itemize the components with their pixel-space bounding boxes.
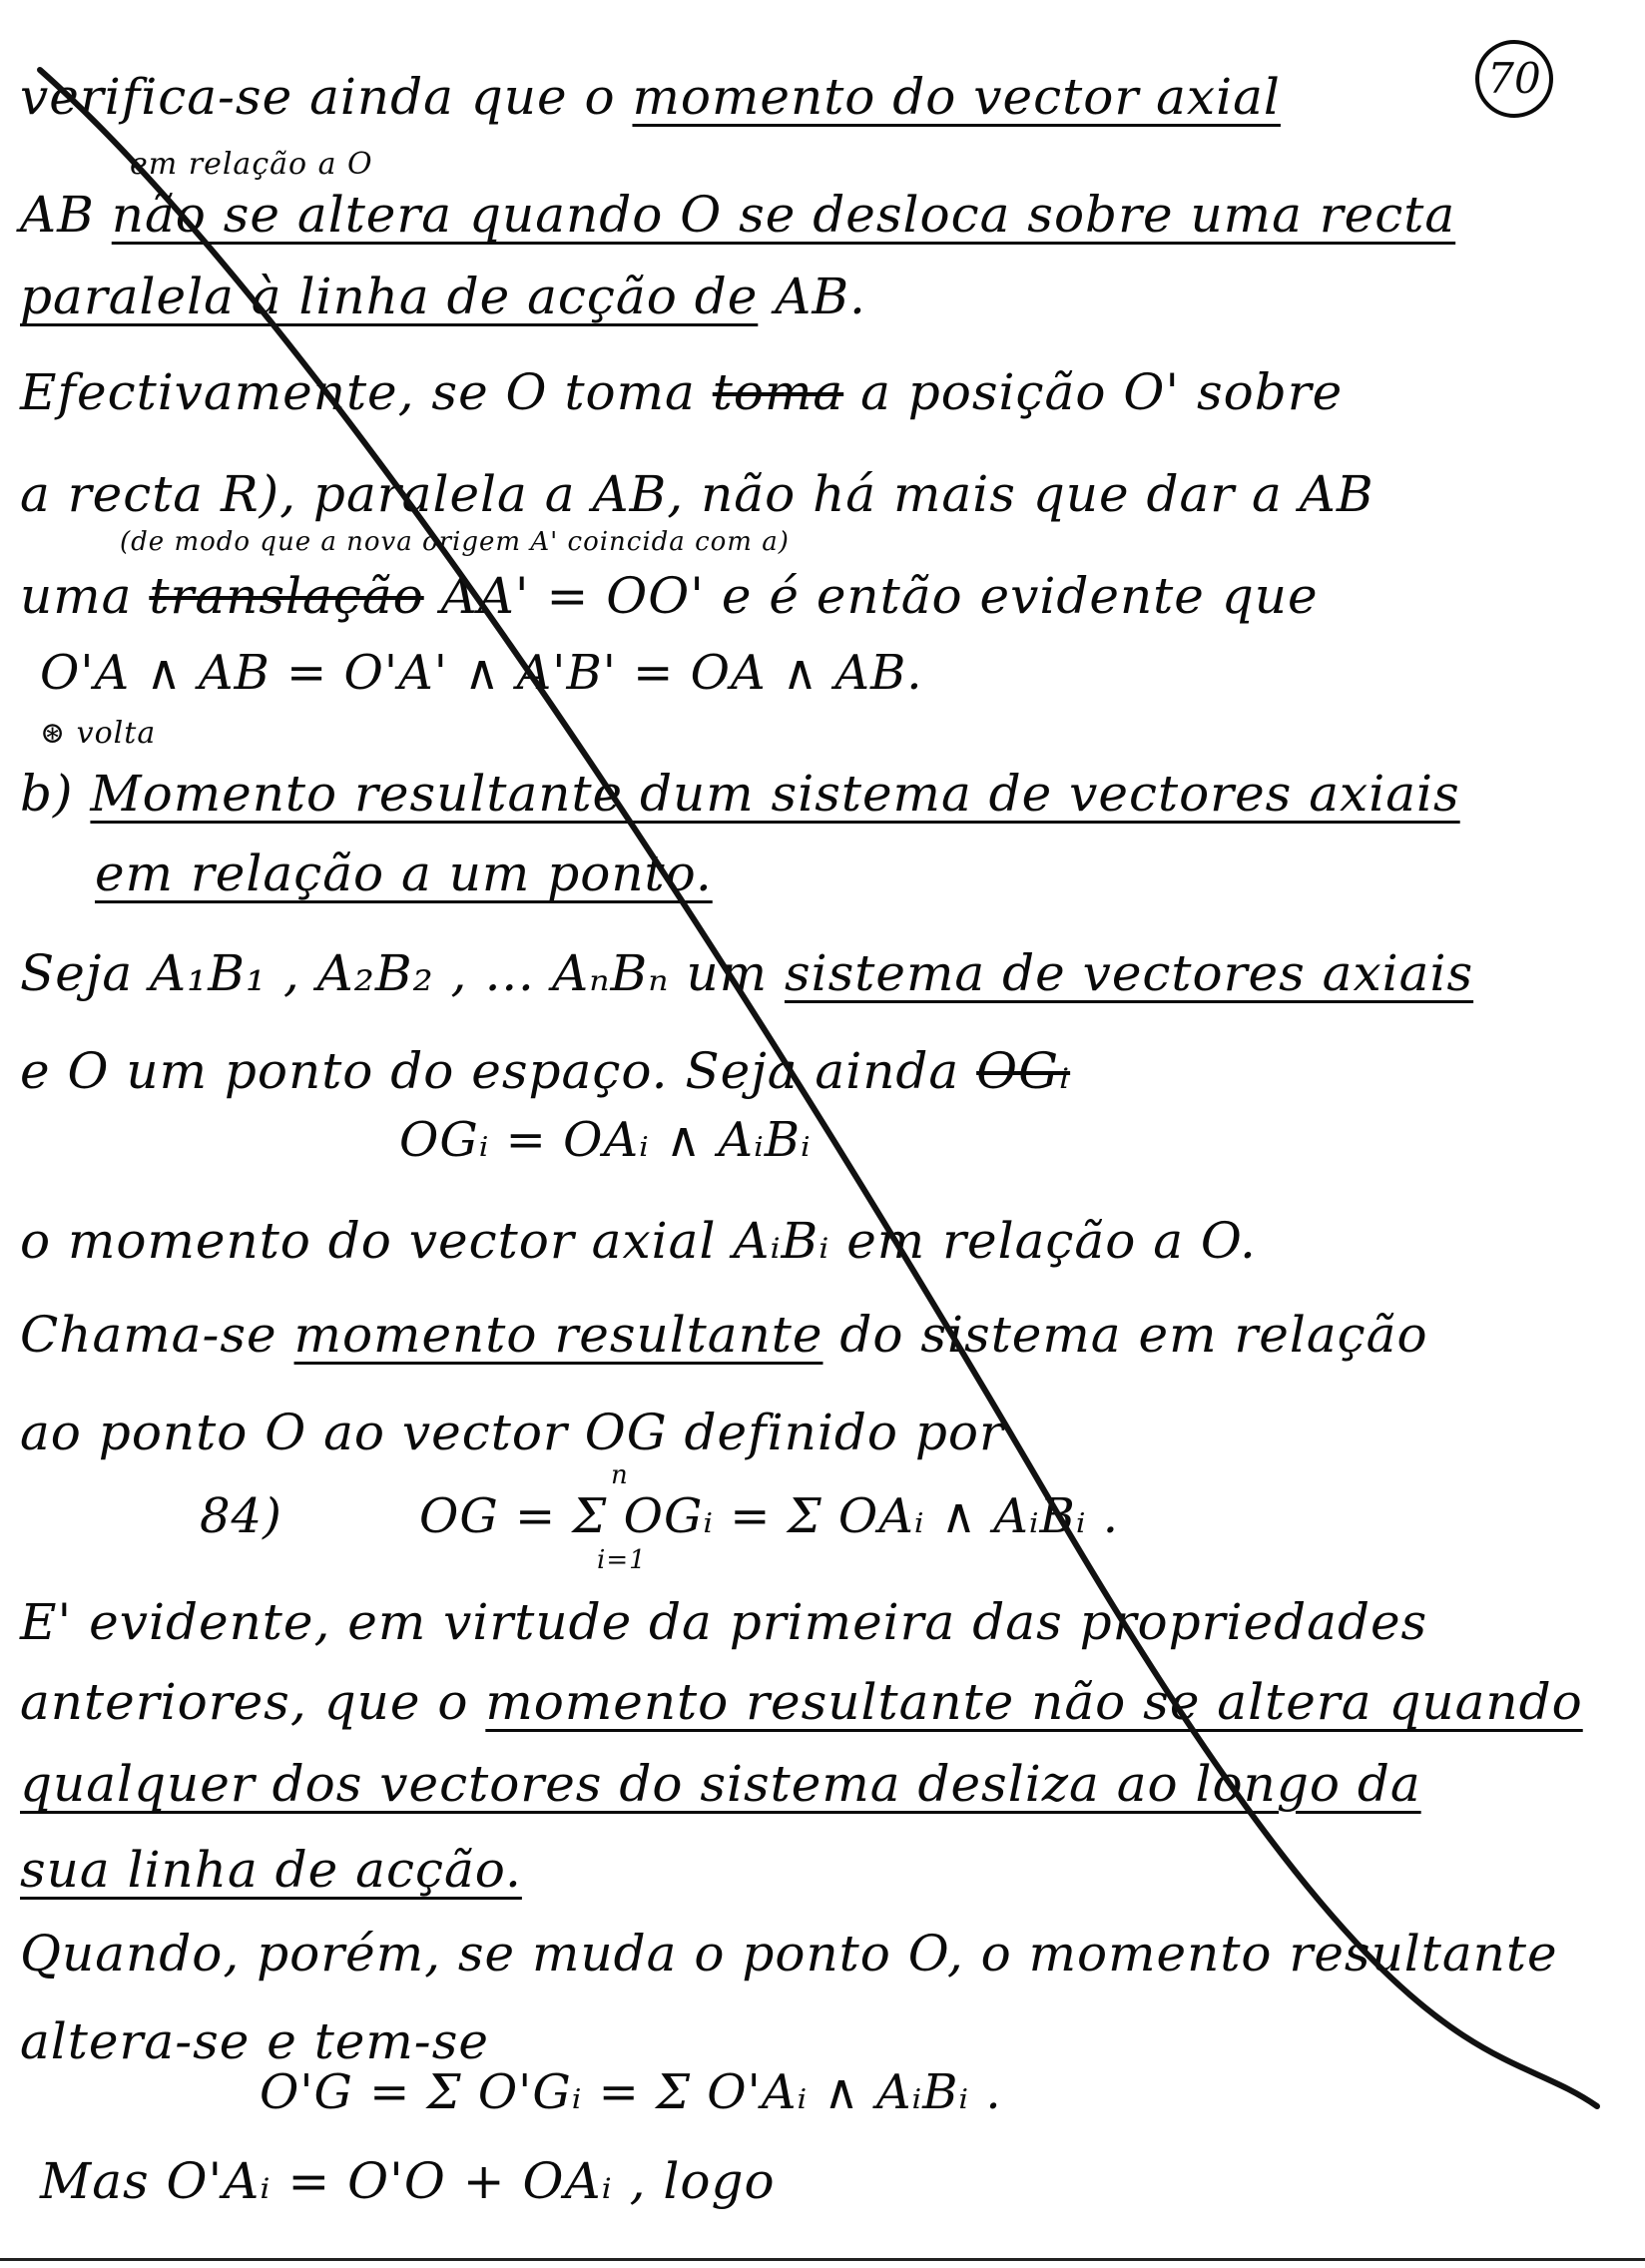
section-heading-text: Momento resultante dum sistema de vectores axiais bbox=[90, 765, 1460, 823]
line-13-text: Seja A₁B₁ , A₂B₂ , … AₙBₙ um bbox=[20, 944, 785, 1002]
line-24: sua linha de acção. bbox=[20, 1841, 522, 1899]
line-22-text: anteriores, que o bbox=[20, 1673, 486, 1731]
line-23: qualquer dos vectores do sistema desliza ao longo da bbox=[20, 1755, 1421, 1813]
line-5-rest: a posição O' sobre bbox=[843, 363, 1344, 421]
section-label: b) bbox=[20, 765, 91, 823]
line-5-struck: toma bbox=[712, 363, 844, 421]
line-6: a recta R), paralela a AB, não há mais que dar a AB bbox=[20, 465, 1374, 523]
line-22-underlined: momento resultante não se altera quando bbox=[485, 1673, 1583, 1731]
line-5-text: Efectivamente, se O toma bbox=[20, 363, 713, 421]
line-4-underlined: paralela à linha de acção de bbox=[20, 268, 759, 325]
line-14-struck: OGᵢ bbox=[976, 1042, 1071, 1100]
line-1-underlined: momento do vector axial bbox=[632, 68, 1281, 126]
line-3-vector: AB bbox=[20, 186, 112, 244]
line-1-text: verifica-se ainda que o bbox=[20, 68, 633, 126]
section-heading-b-cont: em relação a um ponto. bbox=[95, 845, 713, 902]
line-18-text: Chama-se bbox=[20, 1306, 294, 1364]
equation-84: OG = Σ OGᵢ = Σ OAᵢ ∧ AᵢBᵢ . bbox=[419, 1488, 1119, 1544]
insertion-note-1: em relação a O bbox=[130, 147, 373, 182]
line-3-underlined: não se altera quando O se desloca sobre uma recta bbox=[111, 186, 1456, 244]
insertion-note-2: (de modo que a nova origem A' coincida com a) bbox=[120, 527, 790, 557]
line-25: Quando, porém, se muda o ponto O, o momento resultante bbox=[20, 1925, 1558, 1983]
line-19: ao ponto O ao vector OG definido por bbox=[20, 1404, 1004, 1461]
line-8-text: uma bbox=[20, 567, 150, 625]
margin-note-volta: ⊛ volta bbox=[40, 716, 157, 751]
equation-2: OGᵢ = OAᵢ ∧ AᵢBᵢ bbox=[399, 1112, 812, 1168]
line-13-underlined: sistema de vectores axiais bbox=[784, 944, 1474, 1002]
line-26: altera-se e tem-se bbox=[20, 2012, 489, 2070]
equation-84-label: 84) bbox=[200, 1488, 282, 1544]
line-21: E' evidente, em virtude da primeira das propriedades bbox=[20, 1593, 1428, 1651]
page-bottom-edge bbox=[0, 2258, 1645, 2261]
equation-3: O'G = Σ O'Gᵢ = Σ O'Aᵢ ∧ AᵢBᵢ . bbox=[260, 2064, 1002, 2120]
line-8-rest: AA' = OO' e é então evidente que bbox=[423, 567, 1319, 625]
line-16: o momento do vector axial AᵢBᵢ em relação a O. bbox=[20, 1212, 1257, 1270]
line-18-underlined: momento resultante bbox=[293, 1306, 823, 1364]
sum-upper-limit: n bbox=[611, 1460, 629, 1490]
diagonal-pen-stroke bbox=[40, 70, 1597, 2106]
page-number: 70 bbox=[1475, 40, 1553, 118]
line-14-text: e O um ponto do espaço. Seja ainda bbox=[20, 1042, 977, 1100]
equation-1: O'A ∧ AB = O'A' ∧ A'B' = OA ∧ AB. bbox=[40, 645, 923, 701]
line-4-vector: AB. bbox=[758, 268, 866, 325]
line-28: Mas O'Aᵢ = O'O + OAᵢ , logo bbox=[40, 2152, 776, 2210]
sum-lower-limit: i=1 bbox=[597, 1545, 647, 1575]
line-18-rest: do sistema em relação bbox=[822, 1306, 1428, 1364]
line-8-struck: translação bbox=[149, 567, 424, 625]
